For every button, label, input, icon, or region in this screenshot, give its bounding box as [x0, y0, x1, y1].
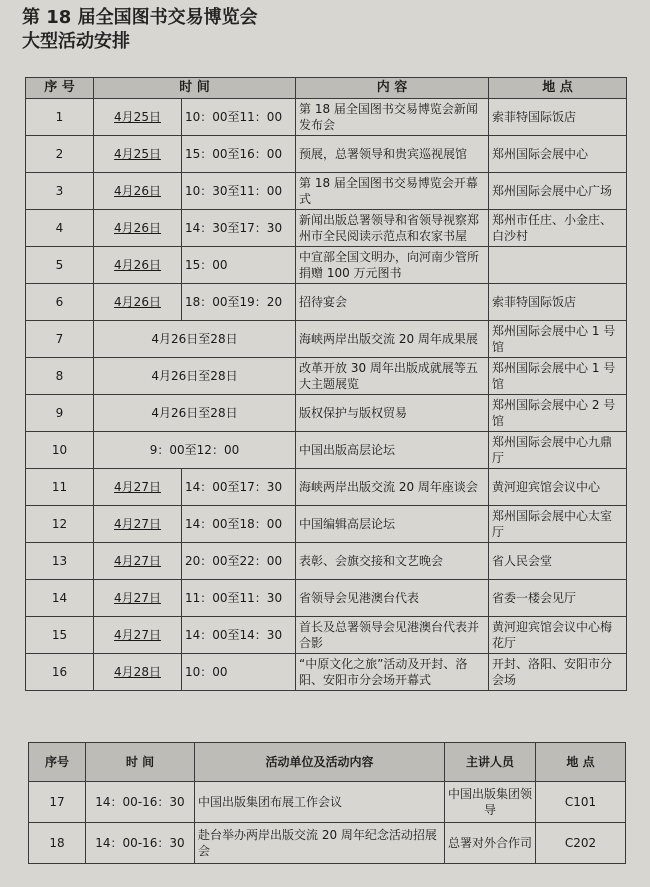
place-cell: 郑州国际会展中心广场	[489, 173, 627, 210]
row-number: 7	[26, 321, 94, 358]
table-row	[26, 654, 627, 691]
speaker-cell: 中国出版集团领导	[445, 782, 536, 823]
date-cell	[94, 617, 182, 654]
table-row	[26, 617, 627, 654]
content-cell: “中原文化之旅”活动及开封、洛阳、安阳市分会场开幕式	[296, 654, 489, 691]
date-text: 4月27日	[114, 591, 161, 605]
table-row	[26, 173, 627, 210]
time-cell: 14：00-16：30	[86, 823, 195, 864]
row-number: 17	[29, 782, 86, 823]
content-cell: 省领导会见港澳台代表	[296, 580, 489, 617]
date-cell	[94, 469, 182, 506]
content-cell: 预展，总署领导和贵宾巡视展馆	[296, 136, 489, 173]
time-cell: 10：00至11：00	[182, 99, 296, 136]
place-cell: 省委一楼会见厅	[489, 580, 627, 617]
row-number: 14	[26, 580, 94, 617]
date-cell	[94, 99, 182, 136]
date-range: 4月26日至28日	[94, 358, 296, 395]
place-cell: 索菲特国际饭店	[489, 99, 627, 136]
time-cell: 18：00至19：20	[182, 284, 296, 321]
place-cell: 黄河迎宾馆会议中心	[489, 469, 627, 506]
date-text: 4月26日	[114, 295, 161, 309]
date-text: 4月26日	[114, 184, 161, 198]
date-text: 4月25日	[114, 147, 161, 161]
date-range: 4月26日至28日	[94, 395, 296, 432]
row-number: 5	[26, 247, 94, 284]
row-number: 18	[29, 823, 86, 864]
row-number: 1	[26, 99, 94, 136]
content-cell: 新闻出版总署领导和省领导视察郑州市全民阅读示范点和农家书屋	[296, 210, 489, 247]
content-cell: 招待宴会	[296, 284, 489, 321]
row-number: 15	[26, 617, 94, 654]
content-cell: 中宣部全国文明办，向河南少管所捐赠 100 万元图书	[296, 247, 489, 284]
content-cell: 首长及总署领导会见港澳台代表并合影	[296, 617, 489, 654]
date-text: 4月27日	[114, 628, 161, 642]
table-row	[29, 782, 626, 823]
place-cell: 开封、洛阳、安阳市分会场	[489, 654, 627, 691]
content-cell: 第 18 届全国图书交易博览会新闻发布会	[296, 99, 489, 136]
table-row	[26, 247, 627, 284]
date-text: 4月26日	[114, 221, 161, 235]
act-header-place: 地 点	[536, 743, 626, 782]
header-place: 地 点	[489, 78, 627, 99]
date-text: 4月26日	[114, 258, 161, 272]
header-no: 序 号	[26, 78, 94, 99]
date-cell	[94, 506, 182, 543]
place-cell: 郑州国际会展中心 2 号馆	[489, 395, 627, 432]
table-row	[26, 395, 627, 432]
table-row	[26, 580, 627, 617]
date-cell	[94, 247, 182, 284]
date-range: 9：00至12：00	[94, 432, 296, 469]
time-cell: 20：00至22：00	[182, 543, 296, 580]
title-line-2: 大型活动安排	[22, 31, 130, 52]
row-number: 6	[26, 284, 94, 321]
place-cell	[489, 247, 627, 284]
time-cell: 14：30至17：30	[182, 210, 296, 247]
place-cell: 郑州国际会展中心太室厅	[489, 506, 627, 543]
row-number: 2	[26, 136, 94, 173]
table-row	[29, 823, 626, 864]
act-header-no: 序号	[29, 743, 86, 782]
date-cell	[94, 284, 182, 321]
table-row	[26, 210, 627, 247]
place-cell: C202	[536, 823, 626, 864]
row-number: 16	[26, 654, 94, 691]
date-cell	[94, 654, 182, 691]
time-cell: 10：00	[182, 654, 296, 691]
date-cell	[94, 173, 182, 210]
time-cell: 11：00至11：30	[182, 580, 296, 617]
header-time: 时 间	[94, 78, 296, 99]
activities-table	[28, 742, 626, 864]
page-title	[22, 6, 258, 54]
content-cell: 中国出版高层论坛	[296, 432, 489, 469]
row-number: 3	[26, 173, 94, 210]
content-cell: 赴台举办两岸出版交流 20 周年纪念活动招展会	[195, 823, 445, 864]
row-number: 9	[26, 395, 94, 432]
table-row	[26, 321, 627, 358]
content-cell: 第 18 届全国图书交易博览会开幕式	[296, 173, 489, 210]
content-cell: 版权保护与版权贸易	[296, 395, 489, 432]
date-cell	[94, 210, 182, 247]
date-text: 4月27日	[114, 517, 161, 531]
content-cell: 海峡两岸出版交流 20 周年座谈会	[296, 469, 489, 506]
speaker-cell: 总署对外合作司	[445, 823, 536, 864]
date-text: 4月25日	[114, 110, 161, 124]
act-header-time: 时 间	[86, 743, 195, 782]
header-content: 内 容	[296, 78, 489, 99]
time-cell: 15：00	[182, 247, 296, 284]
row-number: 13	[26, 543, 94, 580]
content-cell: 表彰、会旗交接和文艺晚会	[296, 543, 489, 580]
table-row	[26, 358, 627, 395]
place-cell: 郑州国际会展中心	[489, 136, 627, 173]
row-number: 10	[26, 432, 94, 469]
table-row	[26, 284, 627, 321]
row-number: 12	[26, 506, 94, 543]
time-cell: 14：00至18：00	[182, 506, 296, 543]
table-row	[26, 469, 627, 506]
time-cell: 14：00至14：30	[182, 617, 296, 654]
table-row	[26, 506, 627, 543]
table-row	[26, 136, 627, 173]
activities-body	[29, 782, 626, 864]
time-cell: 14：00至17：30	[182, 469, 296, 506]
schedule-header-row	[26, 78, 627, 99]
activities-header-row	[29, 743, 626, 782]
place-cell: 郑州国际会展中心 1 号馆	[489, 358, 627, 395]
date-text: 4月27日	[114, 480, 161, 494]
content-cell: 中国编辑高层论坛	[296, 506, 489, 543]
date-cell	[94, 543, 182, 580]
table-row	[26, 432, 627, 469]
place-cell: 黄河迎宾馆会议中心梅花厅	[489, 617, 627, 654]
content-cell: 改革开放 30 周年出版成就展等五大主题展览	[296, 358, 489, 395]
time-cell: 15：00至16：00	[182, 136, 296, 173]
table-row	[26, 99, 627, 136]
place-cell: 省人民会堂	[489, 543, 627, 580]
date-text: 4月27日	[114, 554, 161, 568]
place-cell: C101	[536, 782, 626, 823]
place-cell: 郑州国际会展中心 1 号馆	[489, 321, 627, 358]
date-cell	[94, 580, 182, 617]
place-cell: 索菲特国际饭店	[489, 284, 627, 321]
date-text: 4月28日	[114, 665, 161, 679]
schedule-table	[25, 77, 627, 691]
date-range: 4月26日至28日	[94, 321, 296, 358]
place-cell: 郑州国际会展中心九鼎厅	[489, 432, 627, 469]
place-cell: 郑州市任庄、小金庄、白沙村	[489, 210, 627, 247]
act-header-speaker: 主讲人员	[445, 743, 536, 782]
time-cell: 14：00-16：30	[86, 782, 195, 823]
content-cell: 海峡两岸出版交流 20 周年成果展	[296, 321, 489, 358]
time-cell: 10：30至11：00	[182, 173, 296, 210]
schedule-body	[26, 99, 627, 691]
content-cell: 中国出版集团布展工作会议	[195, 782, 445, 823]
date-cell	[94, 136, 182, 173]
row-number: 8	[26, 358, 94, 395]
row-number: 11	[26, 469, 94, 506]
row-number: 4	[26, 210, 94, 247]
table-row	[26, 543, 627, 580]
title-line-1: 第 18 届全国图书交易博览会	[22, 7, 258, 28]
act-header-content: 活动单位及活动内容	[195, 743, 445, 782]
